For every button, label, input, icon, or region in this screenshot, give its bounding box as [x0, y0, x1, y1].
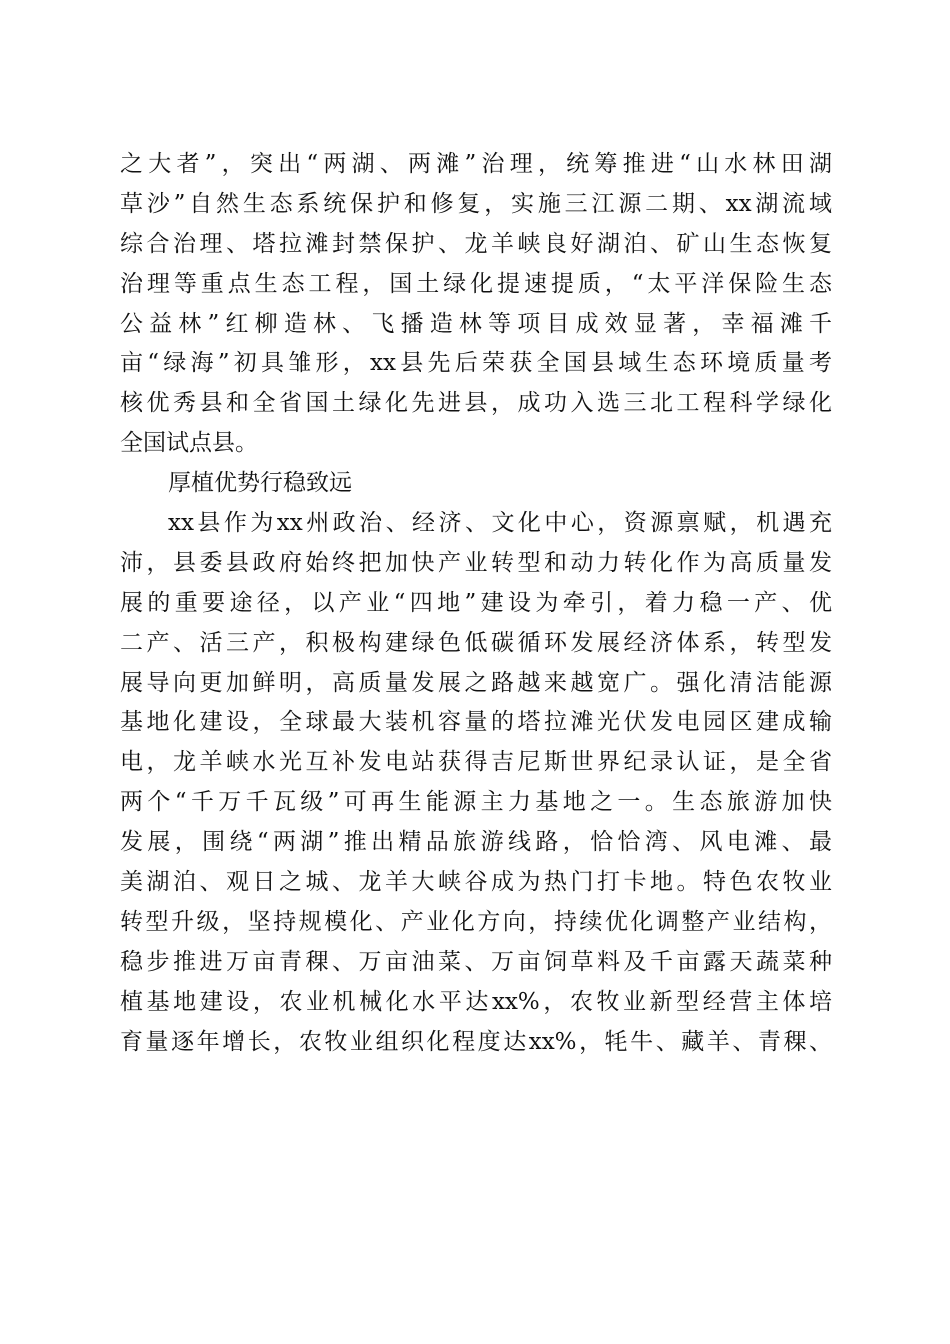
paragraph-line: 转型升级，坚持规模化、产业化方向，持续优化调整产业结构， [120, 908, 832, 935]
paragraph-line: 稳步推进万亩青稞、万亩油菜、万亩饲草料及千亩露天蔬菜种 [120, 948, 832, 975]
paragraph-line: 基地化建设，全球最大装机容量的塔拉滩光伏发电园区建成输 [120, 709, 832, 736]
paragraph-line: 亩“绿海”初具雏形，xx县先后荣获全国县域生态环境质量考 [120, 350, 832, 377]
paragraph-line: 育量逐年增长，农牧业组织化程度达xx%，牦牛、藏羊、青稞、 [120, 1028, 832, 1055]
paragraph-line: 美湖泊、观日之城、龙羊大峡谷成为热门打卡地。特色农牧业 [120, 869, 832, 896]
paragraph-line: 二产、活三产，积极构建绿色低碳循环发展经济体系，转型发 [120, 629, 832, 656]
paragraph-line: 全国试点县。 [120, 430, 258, 457]
section-heading: 厚植优势行稳致远 [168, 470, 352, 497]
paragraph-line: 沛，县委县政府始终把加快产业转型和动力转化作为高质量发 [120, 549, 832, 576]
paragraph-line: xx县作为xx州政治、经济、文化中心，资源禀赋，机遇充 [168, 510, 832, 537]
paragraph-line: 电，龙羊峡水光互补发电站获得吉尼斯世界纪录认证，是全省 [120, 749, 832, 776]
paragraph-line: 两个“千万千瓦级”可再生能源主力基地之一。生态旅游加快 [120, 789, 832, 816]
paragraph-line: 之大者”，突出“两湖、两滩”治理，统筹推进“山水林田湖 [120, 151, 832, 177]
paragraph-line: 植基地建设，农业机械化水平达xx%，农牧业新型经营主体培 [120, 988, 832, 1015]
document-body [120, 145, 832, 1062]
paragraph-line: 草沙”自然生态系统保护和修复，实施三江源二期、xx湖流域 [120, 190, 832, 217]
paragraph-line: 公益林”红柳造林、飞播造林等项目成效显著，幸福滩千 [120, 310, 832, 337]
paragraph-line: 展导向更加鲜明，高质量发展之路越来越宽广。强化清洁能源 [120, 669, 832, 696]
paragraph-line: 治理等重点生态工程，国土绿化提速提质，“太平洋保险生态 [120, 270, 832, 297]
paragraph-line: 核优秀县和全省国土绿化先进县，成功入选三北工程科学绿化 [120, 390, 832, 417]
paragraph-line: 展的重要途径，以产业“四地”建设为牵引，着力稳一产、优 [120, 589, 832, 616]
paragraph-line: 综合治理、塔拉滩封禁保护、龙羊峡良好湖泊、矿山生态恢复 [120, 230, 832, 257]
paragraph-line: 发展，围绕“两湖”推出精品旅游线路，恰恰湾、风电滩、最 [120, 829, 832, 856]
